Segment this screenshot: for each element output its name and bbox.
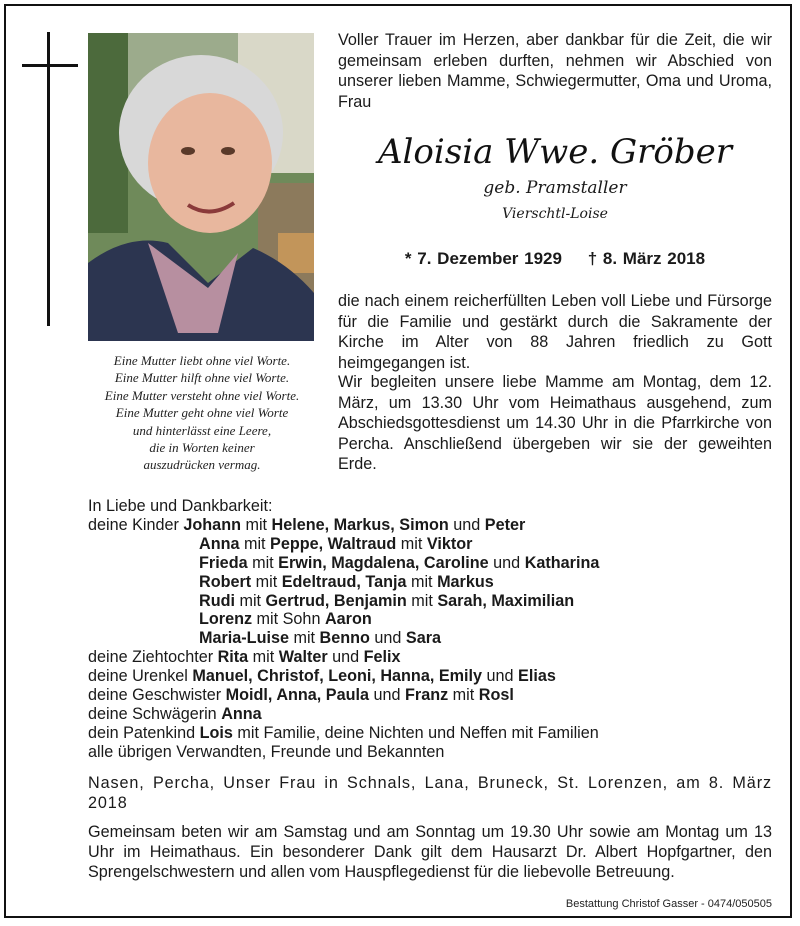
life-dates [338, 249, 772, 269]
poem-line: auszudrücken vermag. [143, 457, 261, 473]
places-date: Nasen, Percha, Unser Frau in Schnals, Lana, Bruneck, St. Lorenzen, am 8. März 2018 [88, 774, 772, 812]
family-connector: deine Schwägerin [88, 704, 222, 723]
family-connector: und [368, 686, 405, 705]
cross-icon [47, 32, 50, 326]
family-line [88, 535, 778, 554]
family-connector: und [482, 667, 519, 686]
family-list [88, 497, 778, 762]
intro-text: Voller Trauer im Herzen, aber dankbar für die Zeit, die wir gemeinsam erleben durften, nehmen wir Abschied von unserer lieben Mamme, Schwiegermutter, Oma und Uroma, Frau [338, 31, 772, 111]
family-name: Sarah, Maximilian [437, 591, 575, 610]
family-line [88, 592, 778, 611]
poem-line: Eine Mutter liebt ohne viel Worte. [113, 353, 291, 368]
poem [80, 352, 324, 474]
poem-line: die in Worten keiner [149, 440, 255, 456]
family-connector: und [369, 629, 406, 648]
family-name: Peppe, Waltraud [270, 534, 397, 553]
family-connector: mit [288, 629, 320, 648]
family-connector: deine Ziehtochter [88, 648, 218, 667]
poem-line: und hinterlässt eine Leere, [132, 422, 272, 438]
family-name: Katharina [524, 553, 600, 572]
funeral-text: Wir begleiten unsere liebe Mamme am Montag, dem 12. März, um 13.30 Uhr vom Heimathaus ausgehend, zum Abschiedsgottesdienst um 14.30 Uhr in die Pfarrkirche von Percha. Anschließend übergeben wir sie der geweihten Erde. [338, 373, 772, 474]
family-connector: dein Patenkind [88, 723, 200, 742]
family-connector: und [327, 648, 364, 667]
family-line [88, 610, 778, 629]
family-connector: mit [247, 553, 279, 572]
family-name: Aaron [324, 610, 372, 629]
family-connector: mit [448, 686, 479, 705]
family-name: Edeltraud, Tanja [281, 572, 407, 591]
family-connector: mit [396, 534, 427, 553]
family-name: Markus [437, 572, 494, 591]
family-name: Maria-Luise [199, 629, 289, 648]
nickname: Vierschtl-Loise [502, 206, 608, 222]
family-connector: deine Geschwister [88, 686, 226, 705]
family-name: Benno [319, 629, 370, 648]
family-name: Lois [199, 723, 233, 742]
family-line [88, 648, 778, 667]
family-name: Sara [405, 629, 442, 648]
family-name: Anna [199, 534, 240, 553]
family-name: Peter [484, 515, 526, 534]
family-name: Rudi [199, 591, 235, 610]
poem-line: Eine Mutter hilft ohne viel Worte. [114, 370, 290, 386]
family-connector: mit [234, 591, 266, 610]
family-line [88, 573, 778, 592]
family-connector: mit Sohn [252, 610, 325, 629]
family-line [88, 705, 778, 724]
passing-text: die nach einem reicherfüllten Leben voll Liebe und Fürsorge für die Familie und gestärkt durch die Sakramente der Kirche im Alter von 88 Jahren friedlich zu Gott heimgegangen ist. [338, 292, 772, 372]
poem-line: Eine Mutter versteht ohne viel Worte. [104, 387, 300, 403]
family-name: Gertrud, Benjamin [265, 591, 407, 610]
portrait-photo [88, 33, 314, 341]
family-name: Johann [183, 515, 241, 534]
undertaker-contact: Bestattung Christof Gasser - 0474/050505 [565, 898, 772, 910]
deceased-name: Aloisia Wwe. Gröber [378, 132, 732, 172]
birth-date: * 7. Dezember 1929 [404, 249, 562, 268]
family-line [183, 516, 525, 534]
family-connector: mit [240, 515, 272, 534]
family-name: Walter [278, 648, 328, 667]
family-name: Franz [405, 686, 449, 705]
family-name: Erwin, Magdalena, Caroline [278, 553, 489, 572]
death-date: † 8. März 2018 [587, 249, 706, 268]
poem-line: Eine Mutter geht ohne viel Worte [115, 405, 289, 421]
family-connector: mit [251, 572, 282, 591]
family-name: Moidl, Anna, Paula [225, 686, 369, 705]
family-name: Viktor [426, 534, 473, 553]
family-name: Manuel, Christof, Leoni, Hanna, Emily [192, 667, 483, 686]
family-name: Frieda [199, 553, 248, 572]
cross-icon-bar [22, 64, 78, 67]
family-connector: mit [406, 591, 438, 610]
family-line [88, 629, 778, 648]
family-connector: mit [239, 534, 271, 553]
family-name: Robert [199, 572, 252, 591]
children-row [88, 516, 778, 535]
family-connector: alle übrigen Verwandten, Freunde und Bekannten [88, 742, 445, 761]
family-heading: In Liebe und Dankbarkeit: [88, 497, 273, 515]
maiden-name: geb. Pramstaller [483, 178, 627, 198]
family-connector: und [488, 553, 525, 572]
family-name: Rosl [478, 686, 514, 705]
family-line [88, 667, 778, 686]
family-line [88, 554, 778, 573]
closing-text: Gemeinsam beten wir am Samstag und am Sonntag um 19.30 Uhr sowie am Montag um 13 Uhr im Heimathaus. Ein besonderer Dank gilt dem Hausarzt Dr. Albert Hopfgartner, den Sprengelschwestern und allen vom Hauspflegedienst für die liebevolle Betreuung. [88, 823, 772, 881]
family-connector: deine Urenkel [88, 667, 193, 686]
family-connector: und [448, 515, 485, 534]
family-name: Rita [217, 648, 249, 667]
family-connector: mit [248, 648, 279, 667]
family-line [88, 724, 778, 743]
family-line [88, 743, 778, 762]
children-label: deine Kinder [88, 515, 179, 534]
family-name: Felix [363, 648, 401, 667]
family-name: Lorenz [199, 610, 253, 629]
family-connector: mit Familie, deine Nichten und Neffen mit Familien [232, 723, 599, 742]
family-name: Elias [518, 667, 556, 686]
family-name: Helene, Markus, Simon [271, 515, 449, 534]
family-connector: mit [406, 572, 438, 591]
family-name: Anna [221, 704, 262, 723]
family-line [88, 686, 778, 705]
